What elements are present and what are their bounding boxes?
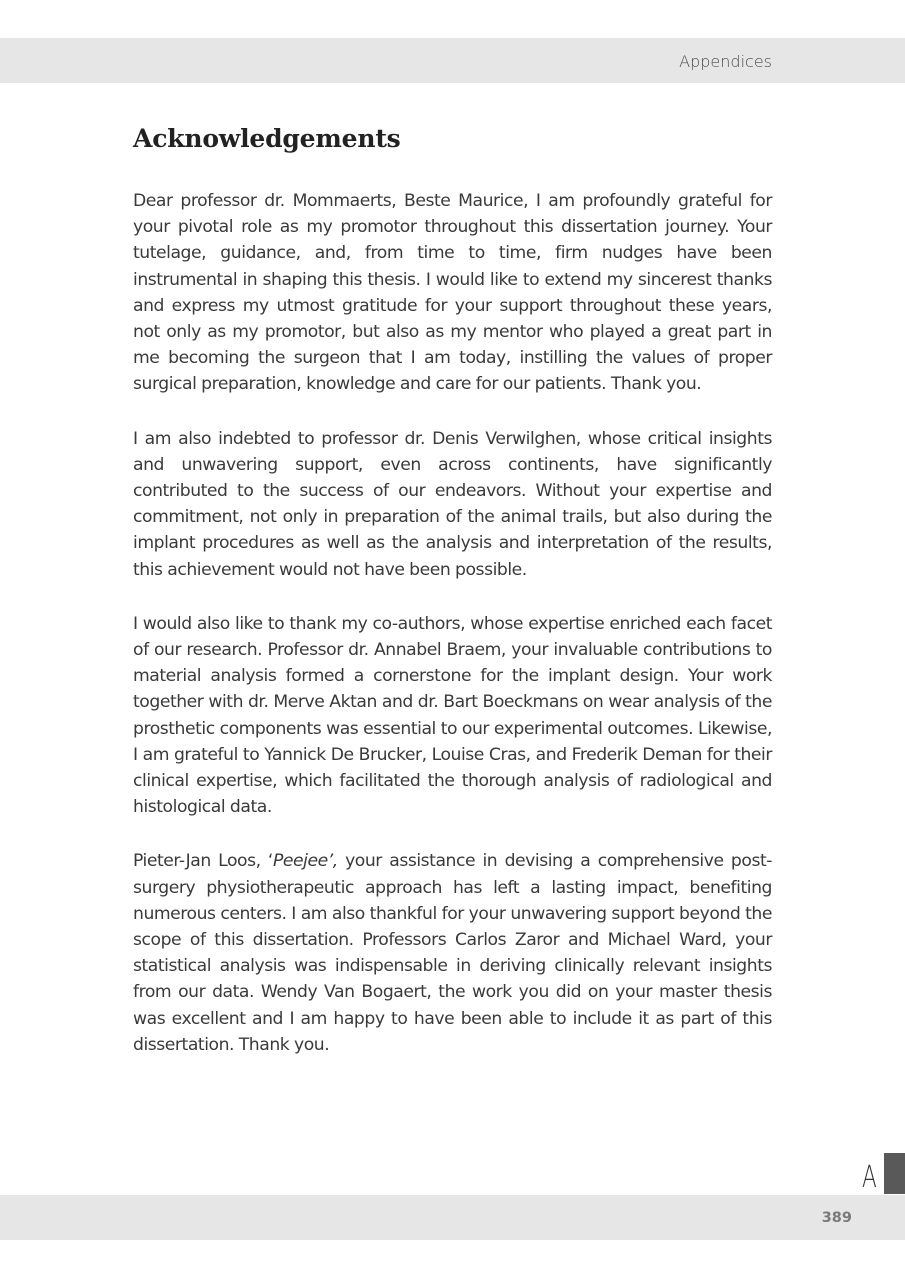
paragraph-2: I am also indebted to professor dr. Denis Verwilghen, whose critical insights and unwavering support, even across continents, have significantly contributed to the success of our endeavors. Without your expertise and commitment, not only in preparation of the animal trails, but also during the implant procedures as well as the analysis and interpretation of the results, this achievement would not have been possible. [133, 428, 772, 580]
nickname-italic: Peejee’, [272, 851, 338, 872]
body-text [133, 188, 772, 1086]
paragraph-4-start: Pieter-Jan Loos, ‘ [133, 851, 273, 872]
appendix-tab-letter: A [862, 1160, 877, 1195]
running-header [0, 38, 905, 83]
paragraph-4-rest: your assistance in devising a comprehensive post-surgery physiotherapeutic approach has left a lasting impact, benefiting numerous centers. I am also thankful for your unwavering support beyond the scope of this dissertation. Professors Carlos Zaror and Michael Ward, your statistical analysis was indispensable in deriving clinically relevant insights from our data. Wendy Van Bogaert, the work you did on your master thesis was excellent and I am happy to have been able to include it as part of this dissertation. Thank you. [133, 851, 772, 1055]
page-number: 389 [821, 1210, 852, 1226]
page-title: Acknowledgements [133, 124, 401, 153]
paragraph-4 [133, 848, 772, 1058]
appendix-tab-marker [884, 1153, 905, 1194]
paragraph-3: I would also like to thank my co-authors, whose expertise enriched each facet of our research. Professor dr. Annabel Braem, your invaluable contributions to material analysis formed a cornerstone for the implant design. Your work together with dr. Merve Aktan and dr. Bart Boeckmans on wear analysis of the prosthetic components was essential to our experimental outcomes. Likewise, I am grateful to Yannick De Brucker, Louise Cras, and Frederik Deman for their clinical expertise, which facilitated the thorough analysis of radiological and histological data. [133, 613, 772, 818]
running-header-section: Appendices [679, 52, 772, 71]
running-footer [0, 1195, 905, 1240]
paragraph-1: Dear professor dr. Mommaerts, Beste Maurice, I am profoundly grateful for your pivotal role as my promotor throughout this dissertation journey. Your tutelage, guidance, and, from time to time, firm nudges have been instrumental in shaping this thesis. I would like to extend my sincerest thanks and express my utmost gratitude for your support throughout these years, not only as my promotor, but also as my mentor who played a great part in me becoming the surgeon that I am today, instilling the values of proper surgical preparation, knowledge and care for our patients. Thank you. [133, 191, 772, 395]
